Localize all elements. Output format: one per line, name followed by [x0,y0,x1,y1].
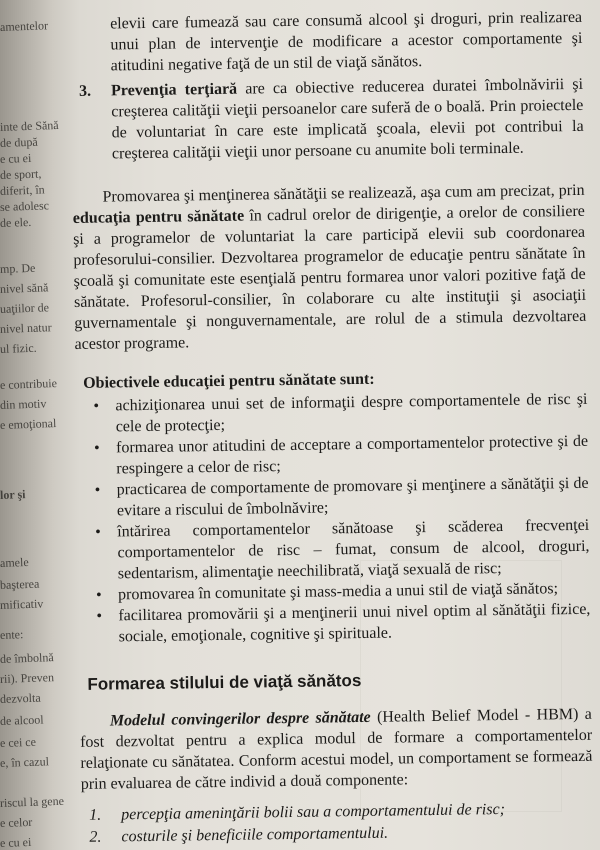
margin-fragment: inte de Sănă [0,117,59,134]
margin-fragment: amentelor [0,18,49,34]
margin-fragment: lor şi [0,487,26,502]
section-title: Formarea stilului de viaţă sănătos [87,670,362,694]
margin-fragment: başterea [0,576,40,592]
margin-fragment: ul fizic. [0,340,37,356]
components-list [81,798,594,849]
objectives-list [75,389,590,648]
paragraph-continuation: elevii care fumează sau care consumă alcool şi droguri, prin realizarea unui plan de intervenţie de modificare a acestor comportamente şi atitudini negative faţă de un stil de viaţă sănătos. [110,8,583,75]
margin-fragment: nivel sănă [0,280,49,296]
margin-fragment: din motiv [0,396,47,412]
margin-fragment: e cei ce [0,734,37,750]
list-item: 1. percepţia ameninţării bolii sau a comportamentului de risc; [89,801,506,824]
margin-fragment: nivel natur [0,320,52,336]
list-item: • achiziţionarea unui set de informaţii despre comportamentele de risc şi cele de protecţie; [93,390,588,436]
margin-fragment: amele [0,555,29,570]
list-item: 2. costurile şi beneficiile comportamentului. [89,824,389,846]
margin-fragment: ente: [0,627,24,642]
margin-fragment: e contribuie [0,376,58,392]
page-content [70,7,594,849]
term-tertiary-prevention: Prevenţia terţiară [110,80,238,100]
list-item: • promovarea în comunitate şi mass-media a unui stil de viaţă sănătos; [95,580,559,604]
margin-fragment: de după [0,134,38,150]
margin-fragment: de ele. [0,214,32,230]
margin-fragment: e cu ei [0,150,32,166]
margin-fragment: de îmbolnă [0,650,54,666]
margin-fragment: e emoţional [0,416,57,432]
list-item: • practicarea de comportamente de promovare şi menţinere a sănătăţii şi de evitare a riscului de îmbolnăvire; [94,474,589,520]
margin-fragment: diferit, în [0,182,45,198]
left-gutter [0,0,65,850]
objectives-heading: Obiectivele educaţiei pentru sănătate sunt: [83,370,375,392]
margin-fragment: de alcool [0,712,44,728]
paragraph-health-promotion: Promovarea şi menţinerea sănătăţii se realizează, aşa cum am precizat, prin educaţia pentru sănătate în cadrul orelor de dirigenţie, a orelor de consiliere şi a programelor de voluntariat la care participă elevii sub coordonarea profesorului-consilier. Dezvoltarea programelor de educaţie pentru sănătate în şcoală şi comunitate este esenţială pentru formarea unor valori pozitive faţă de sănătate. Profesorul-consilier, în colaborare cu alte instituţii şi asociaţii guvernamentale şi nonguvernamentale, are rolul de a stimula dezvoltarea acestor programe. [72,181,587,353]
list-item-tertiary-prevention [71,74,584,165]
margin-fragment: dezvolta [0,690,41,706]
paragraph-hbm: Modelul convingerilor despre sănătate (Health Belief Model - HBM) a fost dezvoltat pentru a explica modul de formare a comportamentelor relaţionate cu sănătatea. Conform acestui model, un comportament se formează prin evaluarea de către individ a două componente: [80,705,593,793]
term-health-education: educaţia pentru sănătate [72,207,245,227]
list-item: • întărirea comportamentelor sănătoase şi scăderea frecvenţei comportamentelor de risc – fumat, consum de alcool, droguri, sedentarism, alimentaţie neechilibrată, viaţă sexuală de risc; [95,516,590,583]
term-health-belief-model: Modelul convingerilor despre sănătate [109,708,371,730]
item-text: are ca obiective reducerea duratei îmbolnăvirii şi creşterea calităţii vieţii persoanelor care suferă de o boală. Prin proiectele de voluntariat în care este implicată şcoala, elevii pot contribui la creşterea calităţii vieţii unor persoane cu anumite boli terminale. [111,75,584,163]
margin-fragment: riscul la gene [0,793,65,810]
list-item: • facilitarea promovării şi a menţinerii unui nivel optim al sănătăţii fizice, sociale, emoţionale, cognitive şi spirituale. [96,600,591,646]
margin-fragment: e celor [0,814,33,830]
list-number: 3. [78,82,92,100]
margin-fragment: rii). Preven [0,670,55,686]
margin-fragment: mp. De [0,260,36,276]
margin-fragment: e, în cazul [0,754,50,770]
margin-fragment: e cu ei [0,834,32,850]
margin-fragment: de sport, [0,166,42,182]
margin-fragment: uaţiilor de [0,300,50,316]
margin-fragment: se adolesc [0,198,50,214]
list-item: • formarea unor atitudini de acceptare a comportamentelor protective şi de respingere a celor de risc; [93,432,589,478]
margin-fragment: mificativ [0,596,44,612]
